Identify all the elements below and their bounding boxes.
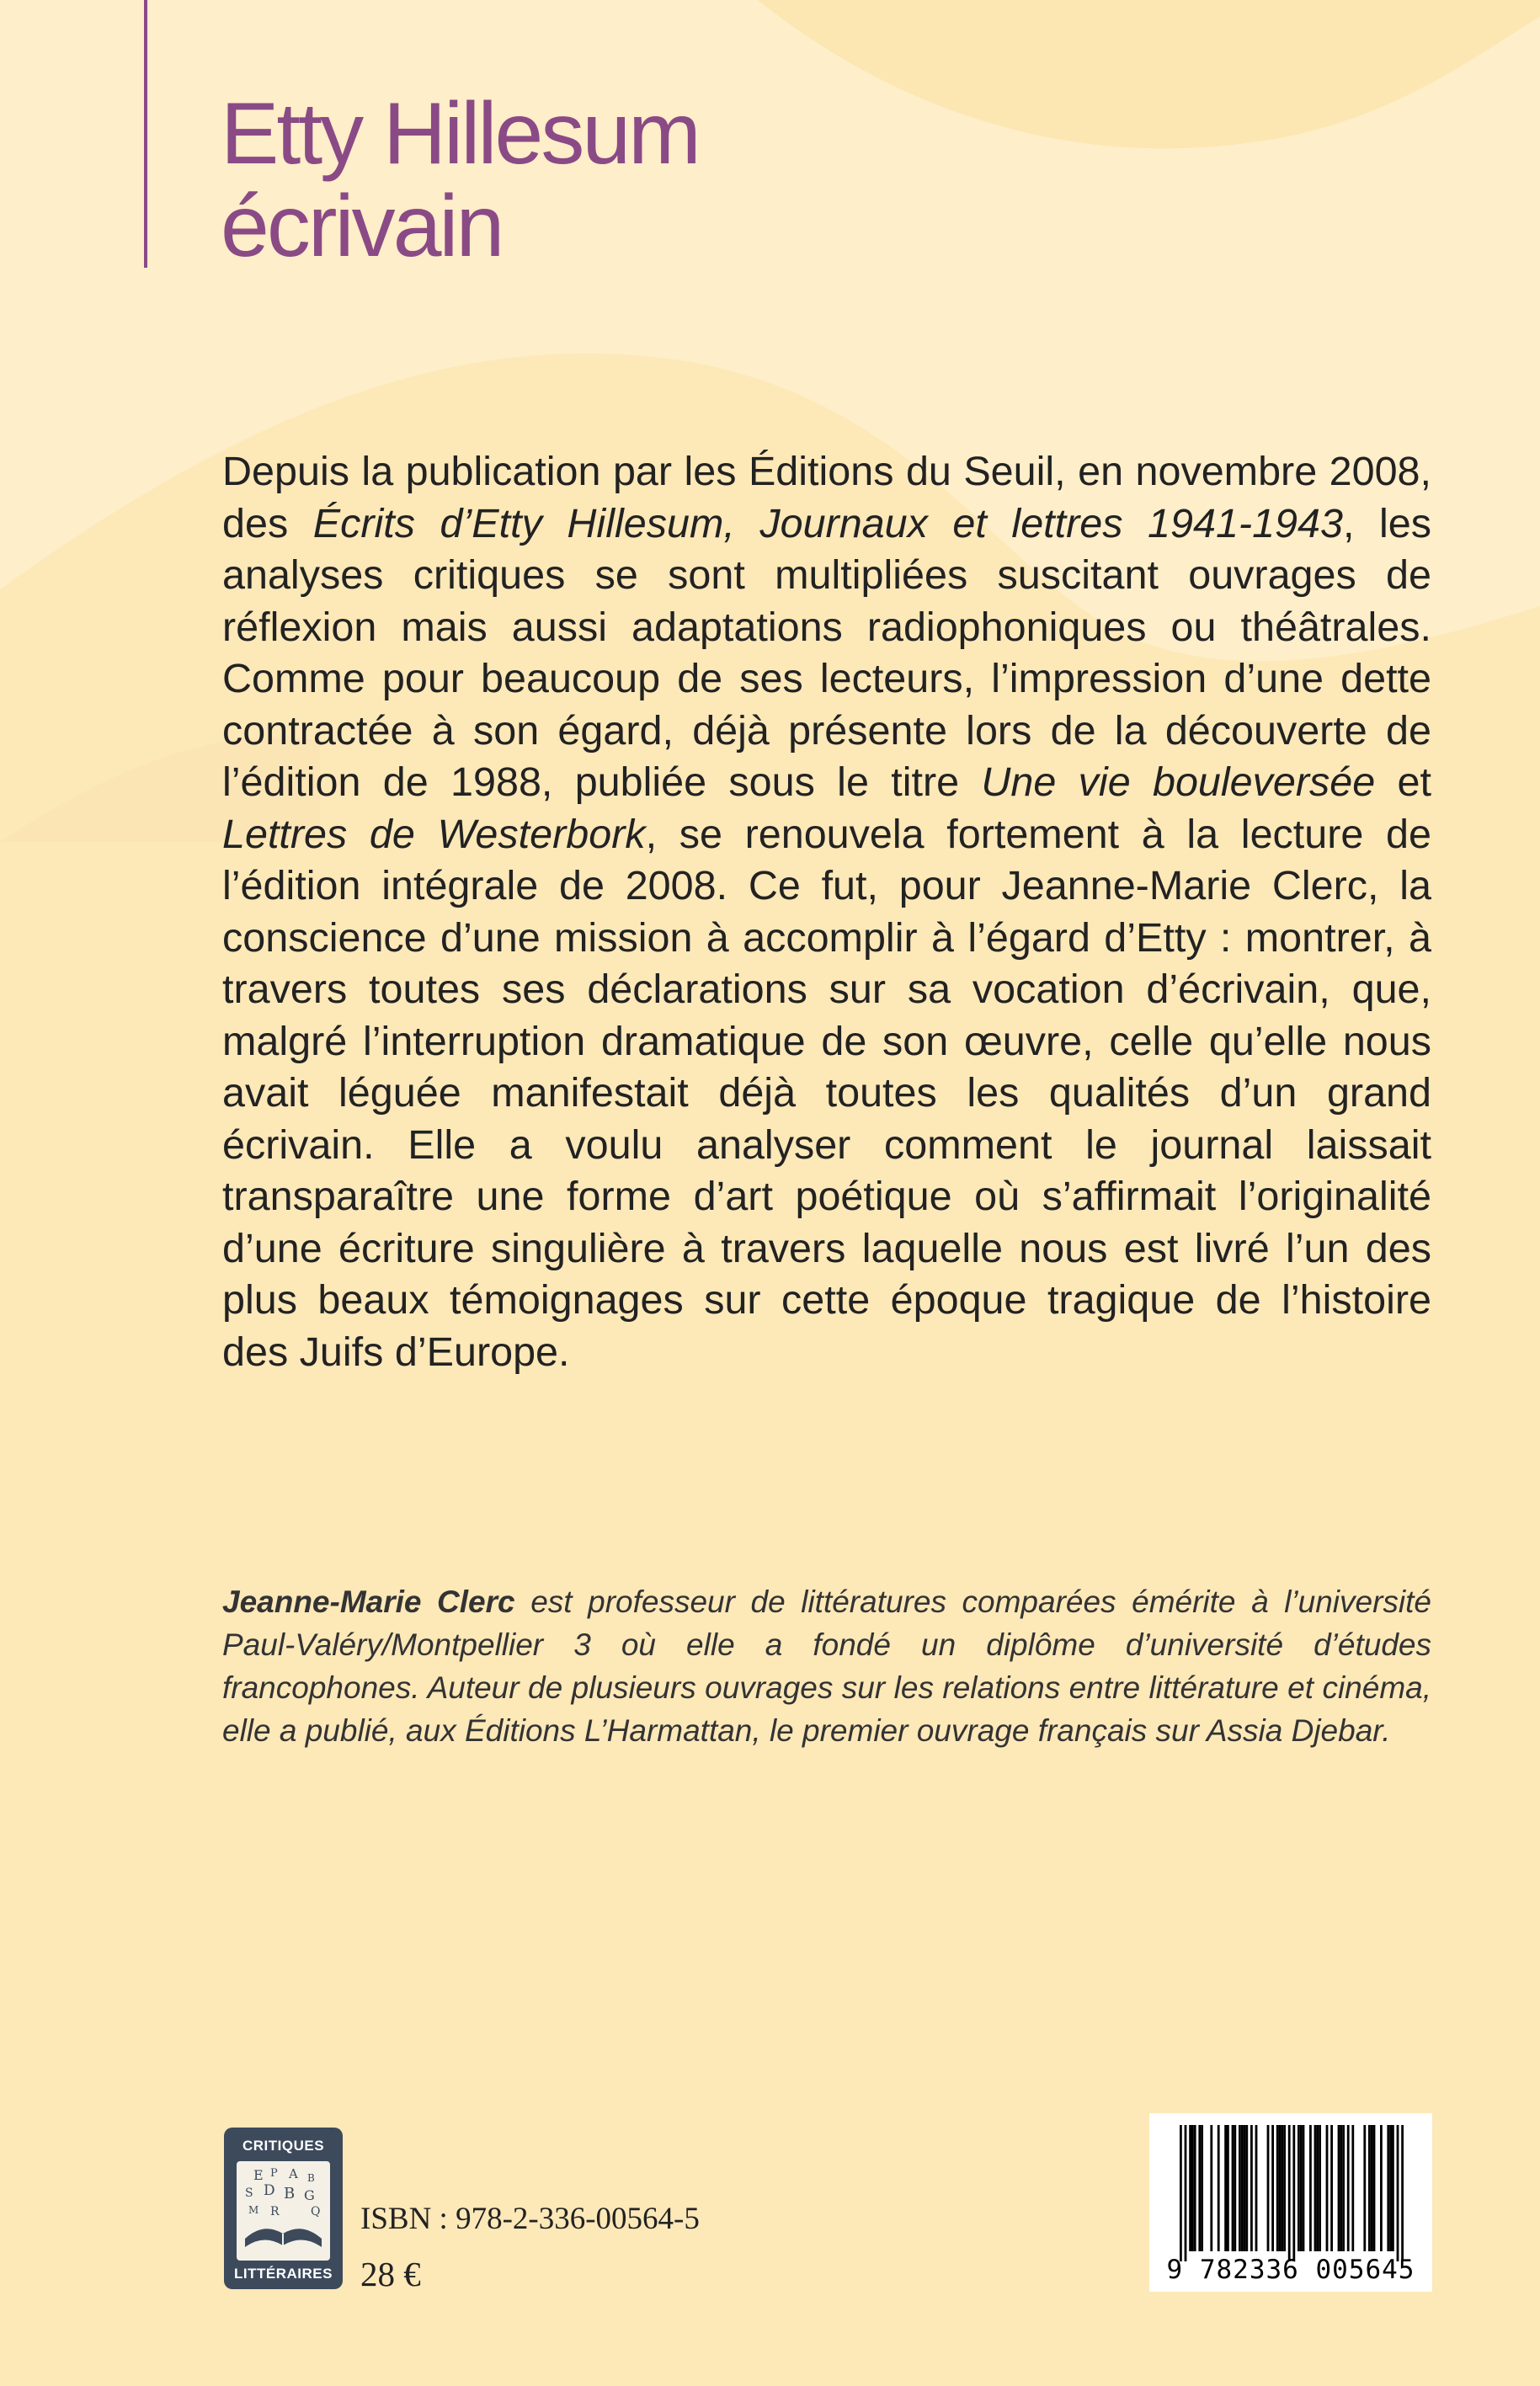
barcode-bar	[1300, 2125, 1303, 2251]
barcode-bar	[1218, 2125, 1220, 2251]
barcode-bar	[1201, 2125, 1203, 2251]
barcode-bar	[1292, 2125, 1295, 2261]
barcode-bar	[1255, 2125, 1258, 2251]
barcode-bar	[1232, 2125, 1234, 2251]
barcode-bar	[1191, 2125, 1194, 2251]
barcode-bar	[1326, 2125, 1329, 2251]
svg-text:S: S	[245, 2186, 253, 2200]
svg-text:B: B	[284, 2185, 296, 2202]
barcode-bar	[1250, 2125, 1253, 2251]
barcode-bar	[1245, 2125, 1248, 2251]
barcode-bar	[1387, 2125, 1389, 2251]
open-book-letters-icon	[237, 2161, 330, 2261]
book-title-line2: écrivain	[221, 178, 503, 275]
svg-text:G: G	[304, 2187, 315, 2203]
barcode-bar	[1298, 2125, 1300, 2251]
summary-text-1: Depuis la publication par les Éditions du Seuil, en novembre 2008, des	[222, 449, 1431, 546]
barcode-bar	[1397, 2125, 1399, 2261]
barcode-bar	[1363, 2125, 1366, 2251]
price: 28 €	[360, 2255, 421, 2293]
author-name: Jeanne-Marie Clerc	[222, 1584, 515, 1619]
barcode-bar	[1316, 2125, 1319, 2251]
barcode-bar	[1373, 2125, 1376, 2251]
barcode-bar	[1227, 2125, 1229, 2251]
barcode-bar	[1271, 2125, 1274, 2251]
barcode-bar	[1194, 2125, 1196, 2251]
summary-text-3: et	[1375, 759, 1431, 805]
barcode-bar	[1185, 2125, 1187, 2261]
svg-text:P: P	[270, 2167, 278, 2180]
barcode-bar	[1319, 2125, 1321, 2251]
barcode-bar	[1338, 2125, 1340, 2251]
svg-text:B: B	[307, 2172, 315, 2184]
barcode-bar	[1380, 2125, 1383, 2251]
barcode-bar	[1368, 2125, 1371, 2251]
barcode-bar	[1309, 2125, 1312, 2251]
isbn: ISBN : 978-2-336-00564-5	[360, 2202, 700, 2236]
barcode-bar	[1189, 2125, 1191, 2251]
barcode-bar	[1303, 2125, 1305, 2251]
barcode-bar	[1283, 2125, 1286, 2251]
svg-text:A: A	[289, 2166, 298, 2181]
barcode-bar	[1389, 2125, 1392, 2251]
barcode-bar	[1288, 2125, 1291, 2261]
barcode-bar	[1180, 2125, 1182, 2261]
svg-text:M: M	[248, 2204, 259, 2216]
barcode	[1149, 2113, 1432, 2292]
svg-text:D: D	[264, 2182, 275, 2199]
barcode-digits: 9 782336 005645	[1166, 2255, 1415, 2285]
book-title	[221, 85, 699, 275]
barcode-bar	[1234, 2125, 1236, 2251]
barcode-bar	[1244, 2125, 1246, 2251]
title-accent-rule	[144, 0, 147, 268]
author-bio	[222, 1580, 1431, 1752]
barcode-bar	[1371, 2125, 1373, 2251]
series-logo	[224, 2128, 343, 2289]
summary-text-4: , se renouvela fortement à la lecture de l’édition intégrale de 2008. Ce fut, pour Jeanne-Marie Clerc, la conscience d’une mission à accomplir à l’égard d’Etty : montrer, à travers toutes ses déclarations sur sa vocation d’écrivain, que, malgré l’interruption dramatique de son œuvre, celle qu’elle nous avait léguée manifestait déjà toutes les qualités d’un grand écrivain. Elle a voulu analyser comment le journal laissait transparaître une forme d’art poétique où s’affirmait l’originalité d’une écriture singulière à travers laquelle nous est livré l’un des plus beaux témoignages sur cette époque tragique de l’histoire des Juifs d’Europe.	[222, 811, 1431, 1375]
barcode-bar	[1267, 2125, 1270, 2251]
barcode-bar	[1210, 2125, 1212, 2251]
svg-text:E: E	[253, 2167, 264, 2183]
barcode-bar	[1342, 2125, 1345, 2251]
barcode-bar	[1241, 2125, 1244, 2251]
barcode-bar	[1279, 2125, 1282, 2251]
author-bio-text: est professeur de littératures comparées émérite à l’université Paul-Valéry/Montpellier 3 où elle a fondé un diplôme d’université d’études francophones. Auteur de plusieurs ouvrages sur les relations entre littérature et cinéma, elle a publié, aux Éditions L’Harmattan, le premier ouvrage français sur Assia Djebar.	[222, 1584, 1432, 1748]
book-title-line1: Etty Hillesum	[221, 85, 699, 183]
summary-work-title-3: Lettres de Westerbork	[222, 811, 646, 857]
summary-work-title-2: Une vie bouleversée	[981, 759, 1376, 805]
summary-paragraph	[222, 446, 1431, 1378]
svg-text:R: R	[270, 2205, 280, 2218]
barcode-bar	[1340, 2125, 1342, 2251]
summary-work-title-1: Écrits d’Etty Hillesum, Journaux et lettres 1941-1943	[312, 500, 1343, 546]
barcode-bar	[1330, 2125, 1333, 2251]
series-logo-bottom-label: LITTÉRAIRES	[234, 2266, 333, 2282]
series-logo-top-label: CRITIQUES	[242, 2138, 325, 2154]
barcode-bar	[1392, 2125, 1394, 2251]
barcode-bar	[1224, 2125, 1227, 2251]
svg-text:Q: Q	[311, 2205, 321, 2218]
barcode-bar	[1239, 2125, 1241, 2251]
summary-text-2: , les analyses critiques se sont multipliées suscitant ouvrages de réflexion mais aussi adaptations radiophoniques ou théâtrales. Comme pour beaucoup de ses lecteurs, l’impression d’une dette contractée à son égard, déjà présente lors de la découverte de l’édition de 1988, publiée sous le titre	[222, 500, 1432, 805]
barcode-bar	[1314, 2125, 1317, 2251]
barcode-bar	[1281, 2125, 1283, 2251]
barcode-bar	[1347, 2125, 1350, 2251]
barcode-bar	[1351, 2125, 1354, 2251]
barcode-bar	[1401, 2125, 1404, 2261]
barcode-bar	[1276, 2125, 1279, 2251]
barcode-bar	[1198, 2125, 1201, 2251]
